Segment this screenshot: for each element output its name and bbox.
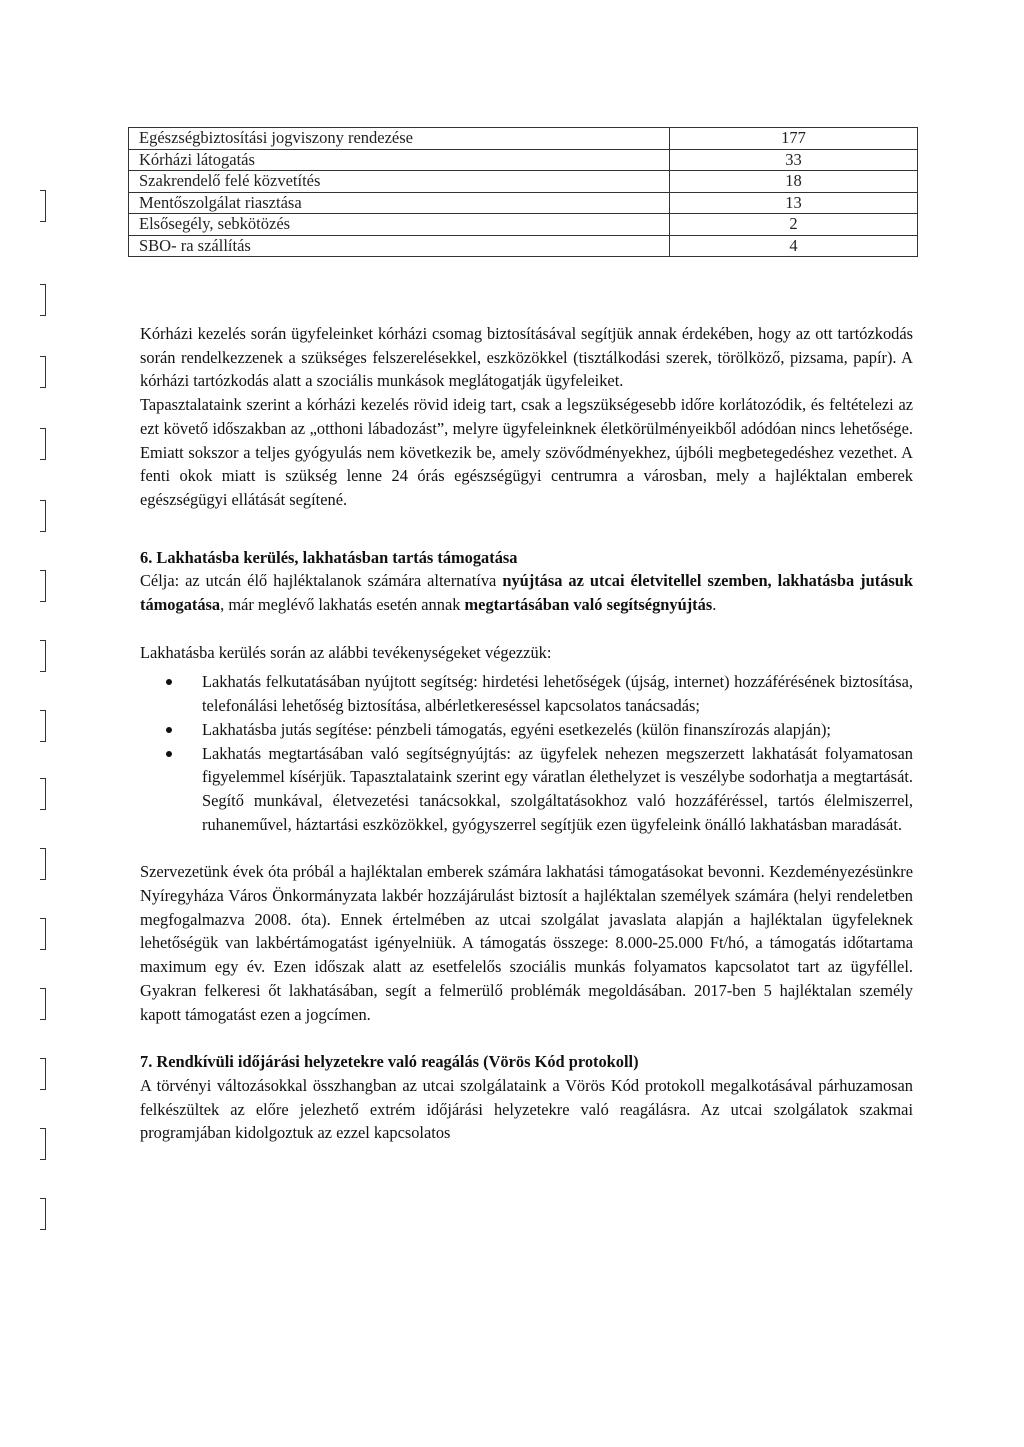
- margin-bracket: [40, 848, 46, 880]
- margin-bracket: [40, 640, 46, 672]
- margin-bracket: [40, 710, 46, 742]
- table-row: [129, 214, 918, 236]
- bullet-icon: [166, 727, 172, 733]
- table-row: [129, 235, 918, 257]
- margin-bracket: [40, 190, 46, 222]
- spacer: [140, 617, 913, 641]
- section-6-goal: [140, 569, 913, 616]
- list-item: [202, 718, 913, 742]
- table-row: [129, 149, 918, 171]
- table-cell-value: 18: [670, 171, 918, 193]
- table-cell-label: Egészségbiztosítási jogviszony rendezése: [129, 128, 670, 150]
- margin-bracket: [40, 428, 46, 460]
- paragraph-hospital-package: Kórházi kezelés során ügyfeleinket kórházi csomag biztosításával segítjük annak érdekében, hogy az ott tartózkodás során rendelkezzenek a szükséges felszerelésekkel, eszközökkel (tisztálkodási szerek, törölköző, pizsama, papír). A kórházi tartózkodás alatt a szociális munkások meglátogatják ügyfeleiket.: [140, 324, 913, 391]
- table-cell-label: Szakrendelő felé közvetítés: [129, 171, 670, 193]
- margin-bracket: [40, 284, 46, 316]
- statistics-table: [128, 127, 918, 257]
- activities-intro: Lakhatásba kerülés során az alábbi tevékenységeket végezzük:: [140, 642, 552, 662]
- table-row: [129, 192, 918, 214]
- margin-bracket: [40, 1128, 46, 1160]
- table-cell-value: 33: [670, 149, 918, 171]
- margin-bracket: [40, 500, 46, 532]
- goal-bold-text: megtartásában való segítségnyújtás: [464, 595, 713, 615]
- margin-bracket: [40, 1058, 46, 1090]
- table-cell-label: Mentőszolgálat riasztása: [129, 192, 670, 214]
- bullet-icon: [166, 751, 172, 757]
- margin-bracket: [40, 1198, 46, 1230]
- margin-bracket: [40, 778, 46, 810]
- list-item: [202, 742, 913, 837]
- paragraph-hospital-experience: Tapasztalataink szerint a kórházi kezelés rövid ideig tart, csak a legszükségesebb időre korlátozódik, és feltételezi az ezt követő időszakban az „otthoni lábadozást”, melyre ügyfeleinknek életkörülményeikből adódóan nincs lehetősége. Emiatt sokszor a teljes gyógyulás nem következik be, amely szövődményekhez, újbóli megbetegedéshez vezethet. A fenti okok miatt is szükség lenne 24 órás egészségügyi centrumra a városban, mely a hajléktalan emberek egészségügyi ellátását segítené.: [140, 395, 913, 509]
- spacer: [140, 1026, 913, 1050]
- section-7-heading: 7. Rendkívüli időjárási helyzetekre való reagálás (Vörös Kód protokoll): [140, 1052, 639, 1072]
- table-cell-value: 2: [670, 214, 918, 236]
- list-item-text: Lakhatás megtartásában való segítségnyújtás: az ügyfelek nehezen megszerzett lakhatását folyamatosan figyelemmel kísérjük. Tapasztalataink szerint egy váratlan élethelyzet is veszélybe sodorhatja a megtartását. Segítő munkával, életvezetési tanácsokkal, szolgáltatásokhoz való hozzáféréssel, tartós élelmiszerrel, ruhaneművel, háztartási eszközökkel, gyógyszerrel segítjük ezen ügyfeleink önálló lakhatásban maradását.: [202, 743, 913, 834]
- spacer: [140, 836, 913, 860]
- list-item: [202, 670, 913, 717]
- table-cell-value: 13: [670, 192, 918, 214]
- margin-bracket: [40, 918, 46, 950]
- activities-list: [140, 670, 913, 836]
- list-item-text: Lakhatásba jutás segítése: pénzbeli támogatás, egyéni esetkezelés (külön finanszírozás alapján);: [202, 719, 831, 739]
- margin-bracket: [40, 988, 46, 1020]
- spacer: [140, 512, 913, 546]
- table-row: [129, 128, 918, 150]
- section-7-text: A törvényi változásokkal összhangban az utcai szolgálataink a Vörös Kód protokoll megalkotásával párhuzamosan felkészültek az előre jelezhető extrém időjárási helyzetekre való reagálásra. Az utcai szolgálatok szakmai programjában kidolgoztuk az ezzel kapcsolatos: [140, 1075, 913, 1143]
- margin-bracket: [40, 570, 46, 602]
- section-6-heading: 6. Lakhatásba kerülés, lakhatásban tartás támogatása: [140, 547, 518, 567]
- goal-text: , már meglévő lakhatás esetén annak: [220, 595, 465, 615]
- table-cell-label: Elsősegély, sebkötözés: [129, 214, 670, 236]
- support-paragraph: Szervezetünk évek óta próbál a hajléktalan emberek számára lakhatási támogatásokat bevonni. Kezdeményezésünkre Nyíregyháza Város Önkormányzata lakbér hozzájárulást biztosít a hajléktalan személyek számára (helyi rendeletben megfogalmazva 2008. óta). Ennek értelmében az utcai szolgálat javaslata alapján a hajléktalan ügyfeleknek lehetőségük van lakbértámogatást igényelniük. A támogatás összege: 8.000-25.000 Ft/hó, a támogatás időtartama maximum egy év. Ezen időszak alatt az esetfelelős szociális munkás folyamatos kapcsolatot tart az ügyféllel. Gyakran felkeresi őt lakhatásában, segít a felmerülő problémák megoldásában. 2017-ben 5 hajléktalan személy kapott támogatást ezen a jogcímen.: [140, 862, 913, 1024]
- bullet-icon: [166, 679, 172, 685]
- table-cell-value: 177: [670, 128, 918, 150]
- table-row: [129, 171, 918, 193]
- goal-bold-text: nyújtása az utcai életvitellel szemben, lakhatásba jutásuk támogatása: [140, 571, 913, 615]
- body-text: [140, 322, 913, 1145]
- margin-bracket: [40, 356, 46, 388]
- list-item-text: Lakhatás felkutatásában nyújtott segítség: hirdetési lehetőségek (újság, internet) hozzáférésének biztosítása, telefonálási lehetőség biztosítása, albérletkereséssel kapcsolatos tanácsadás;: [202, 672, 913, 716]
- table-cell-label: SBO- ra szállítás: [129, 235, 670, 257]
- goal-text: Célja: az utcán élő hajléktalanok számára alternatíva: [140, 571, 503, 591]
- table-cell-value: 4: [670, 235, 918, 257]
- table-cell-label: Kórházi látogatás: [129, 149, 670, 171]
- goal-text: .: [712, 595, 717, 615]
